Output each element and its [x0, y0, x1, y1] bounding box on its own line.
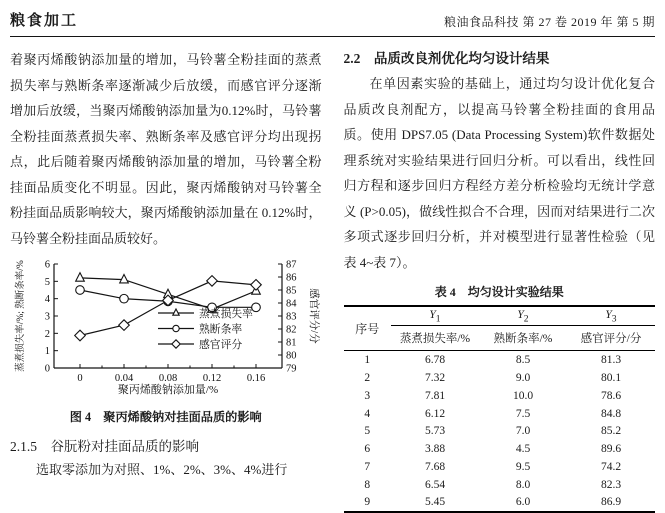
body-paragraph: 在单因素实验的基础上，通过均匀设计优化复合品质改良剂配方，以提高马铃薯全粉挂面的食用品质。使用 DPS7.05 (Data Processing System)软件数据处理系统对实验结果进行回归分析。可以看出，线性回归方程和逐步回归方程经方差分析检验均无统计学意义 (P>0.05)，做线性拟合不合理，因而对结果进行二次多项式逐步回归分析，并对模型进行显著性检验（见表 4~表 7）。: [343, 76, 655, 270]
svg-text:0.12: 0.12: [202, 373, 221, 384]
table-cell: 82.3: [600, 478, 622, 491]
svg-text:感官评分/分: 感官评分/分: [307, 288, 319, 344]
section-heading-2-1-5: 2.1.5 谷朊粉对挂面品质的影响: [10, 439, 199, 454]
figure-4-chart: [12, 256, 320, 406]
svg-text:82: 82: [285, 324, 297, 336]
table-col-label-y1: 蒸煮损失率/%: [391, 328, 479, 351]
table-cell: 9: [364, 496, 371, 509]
table-cell: 8.0: [515, 478, 531, 491]
table-cell: 9.5: [515, 460, 531, 473]
svg-text:1: 1: [44, 346, 50, 358]
table-col-label-y2: 熟断条率/%: [479, 328, 567, 351]
svg-text:87: 87: [285, 259, 297, 271]
table-cell: 2: [364, 371, 371, 384]
table-row: [344, 422, 656, 440]
y3-subscript: 3: [611, 313, 617, 325]
table-cell: 7.0: [515, 425, 531, 438]
uniform-design-table: [344, 305, 656, 513]
table-cell: 9.0: [515, 371, 531, 384]
svg-text:81: 81: [285, 337, 297, 349]
table-cell: 6: [364, 443, 371, 456]
table-cell: 74.2: [600, 460, 622, 473]
table-row: [344, 476, 656, 494]
table-cell: 86.9: [600, 496, 622, 509]
table-row: [344, 458, 656, 476]
y2-symbol: Y: [517, 309, 524, 321]
table-cell: 8.5: [515, 354, 531, 367]
table-cell: 6.0: [515, 496, 531, 509]
table-var-header-y2: [479, 306, 567, 328]
table-cell: 7.5: [515, 407, 531, 420]
table-var-header-y1: [391, 306, 479, 328]
svg-text:3: 3: [44, 311, 50, 323]
figure-caption: 图 4 聚丙烯酸钠对挂面品质的影响: [69, 410, 262, 424]
table-cell: 89.6: [600, 443, 622, 456]
table-cell: 8: [364, 478, 371, 491]
table-cell: 6.78: [424, 354, 446, 367]
table-cell: 10.0: [512, 389, 534, 402]
svg-text:80: 80: [285, 350, 297, 362]
svg-text:0.16: 0.16: [246, 373, 265, 384]
table-cell: 7: [364, 460, 371, 473]
svg-text:84: 84: [285, 298, 297, 310]
svg-text:蒸煮损失率: 蒸煮损失率: [198, 307, 253, 320]
table-cell: 4.5: [515, 443, 531, 456]
body-paragraph: 选取零添加为对照、1%、2%、3%、4%进行: [36, 462, 288, 477]
table-cell: 7.81: [424, 389, 446, 402]
table-cell: 3.88: [424, 443, 446, 456]
body-paragraph: 着聚丙烯酸钠添加量的增加，马铃薯全粉挂面的蒸煮损失率与熟断条率逐渐减少后放缓，而感官评分逐渐增加后放缓，当聚丙烯酸钠添加量为0.12%时，马铃薯全粉挂面蒸煮损失率、熟断条率及感官评分均出现拐点，此后随着聚丙烯酸钠添加量的增加，马铃薯全粉挂面品质变化不明显。因此，聚丙烯酸钠对马铃薯全粉挂面品质影响较大，聚丙烯酸钠添加量在 0.12%时，马铃薯全粉挂面品质较好。: [10, 52, 322, 246]
table-row: [344, 494, 656, 513]
left-column: [10, 47, 322, 513]
table-row: [344, 351, 656, 369]
table-cell: 5.45: [424, 496, 446, 509]
svg-text:感官评分: 感官评分: [198, 338, 242, 351]
y1-subscript: 1: [435, 313, 441, 325]
svg-text:83: 83: [285, 311, 297, 323]
table-row: [344, 369, 656, 387]
table-cell: 80.1: [600, 371, 622, 384]
table-var-header-y3: [567, 306, 655, 328]
table-cell: 84.8: [600, 407, 622, 420]
svg-text:86: 86: [285, 272, 297, 284]
svg-text:聚丙烯酸钠添加量/%: 聚丙烯酸钠添加量/%: [117, 384, 218, 396]
table-4-title: 表 4 均匀设计实验结果: [434, 285, 564, 299]
page-header: [10, 6, 655, 37]
svg-text:0.04: 0.04: [114, 373, 133, 384]
table-cell: 85.2: [600, 425, 622, 438]
svg-text:6: 6: [44, 259, 50, 271]
table-cell: 7.32: [424, 371, 446, 384]
svg-text:蒸煮损失率/%; 熟断条率/%: 蒸煮损失率/%; 熟断条率/%: [15, 260, 26, 372]
table-col-label-y3: 感官评分/分: [567, 328, 655, 351]
table-cell: 5: [364, 425, 371, 438]
table-cell: 6.54: [424, 478, 446, 491]
two-column-layout: [10, 47, 655, 513]
svg-text:85: 85: [285, 285, 297, 297]
table-cell: 3: [364, 389, 371, 402]
svg-text:4: 4: [44, 294, 50, 306]
table-cell: 5.73: [424, 425, 446, 438]
y3-symbol: Y: [605, 309, 612, 321]
table-cell: 7.68: [424, 460, 446, 473]
svg-text:0: 0: [44, 363, 50, 375]
svg-text:熟断条率: 熟断条率: [198, 323, 242, 336]
svg-text:0.08: 0.08: [158, 373, 177, 384]
y2-subscript: 2: [523, 313, 529, 325]
table-header: [344, 306, 656, 351]
table-corner-header: 序号: [344, 306, 392, 351]
table-cell: 6.12: [424, 407, 446, 420]
table-cell: 81.3: [600, 354, 622, 367]
svg-text:2: 2: [44, 328, 50, 340]
svg-text:5: 5: [44, 276, 50, 288]
svg-text:79: 79: [285, 363, 297, 375]
table-row: [344, 440, 656, 458]
uniform-design-table-body: [344, 351, 656, 513]
y1-symbol: Y: [429, 309, 436, 321]
svg-text:0: 0: [77, 373, 83, 384]
table-cell: 1: [364, 354, 371, 367]
table-cell: 78.6: [600, 389, 622, 402]
right-column: [344, 47, 656, 513]
figure-4: [10, 256, 322, 425]
column-section-title: 粮食加工: [10, 13, 79, 29]
table-row: [344, 387, 656, 405]
section-heading-2-2: 2.2 品质改良剂优化均匀设计结果: [343, 51, 550, 66]
table-cell: 4: [364, 407, 371, 420]
table-row: [344, 405, 656, 423]
journal-issue-info: 粮油食品科技 第 27 卷 2019 年 第 5 期: [443, 15, 655, 29]
